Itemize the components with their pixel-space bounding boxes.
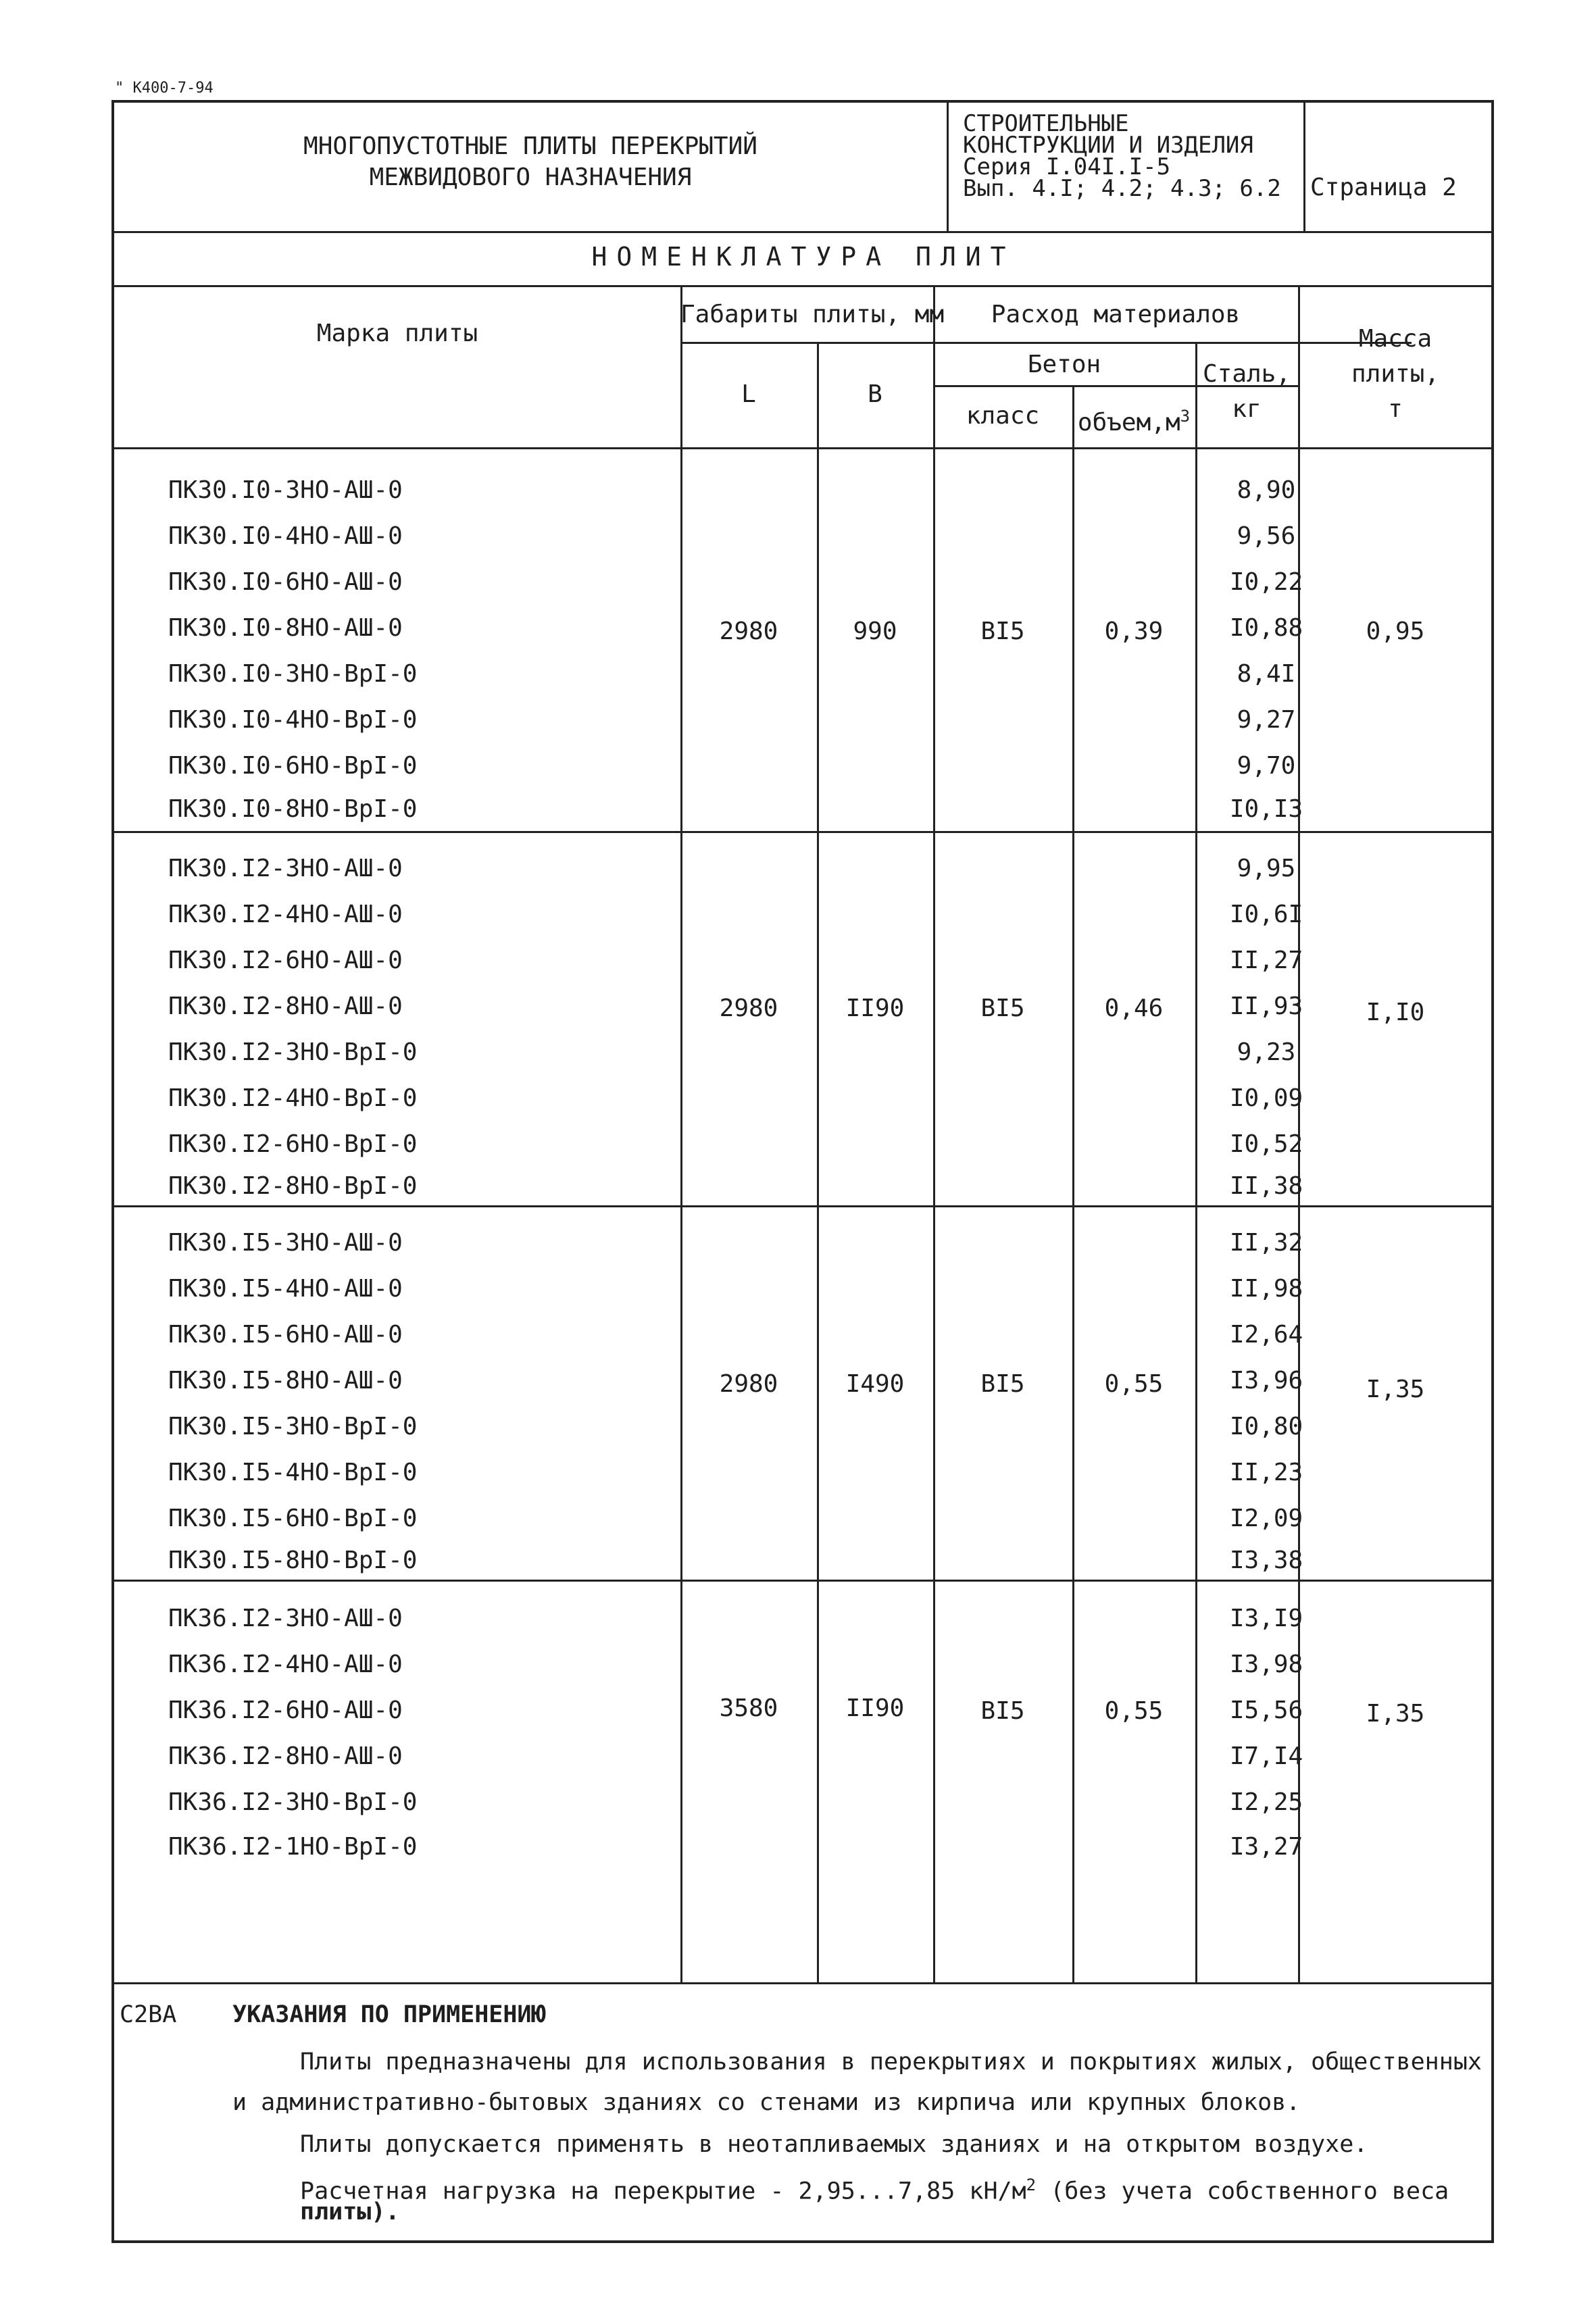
length-value: 2980 (719, 618, 778, 645)
plate-mark: ПК30.I2-4НО-АШ-0 (168, 901, 403, 928)
plate-mark: ПК30.I5-8НО-АШ-0 (168, 1367, 403, 1394)
plate-mark: ПК30.I2-8НО-АШ-0 (168, 992, 403, 1020)
steel-value: 9,70 (1237, 752, 1296, 780)
stamp-line-3: Серия I.04I.I-5 (963, 153, 1171, 180)
document-title-line-1: МНОГОПУСТОТНЫЕ ПЛИТЫ ПЕРЕКРЫТИЙ (303, 132, 757, 160)
plate-mark: ПК30.I0-4НО-АШ-0 (168, 522, 403, 550)
steel-value: I0,09 (1229, 1084, 1303, 1112)
length-value: 2980 (719, 995, 778, 1022)
length-value: 3580 (719, 1694, 778, 1722)
table-header-bottom (114, 447, 1493, 449)
stamp-line-2: КОНСТРУКЦИИ И ИЗДЕЛИЯ (963, 132, 1253, 159)
header-B: B (868, 380, 882, 408)
notes-line-1: Плиты предназначены для использования в перекрытиях и покрытиях жилых, общественных (300, 2048, 1482, 2076)
steel-value: 9,95 (1237, 855, 1296, 882)
header-steel: Сталь, (1202, 360, 1291, 388)
steel-value: I0,22 (1229, 568, 1303, 596)
notes-line-2: и административно-бытовых зданиях со стенами из кирпича или крупных блоков. (232, 2089, 1301, 2116)
steel-value: I5,56 (1229, 1696, 1303, 1724)
concrete-class: BI5 (980, 995, 1025, 1022)
plate-mark: ПК36.I2-1НО-ВрI-0 (168, 1833, 418, 1861)
plate-mark: ПК30.I5-6НО-АШ-0 (168, 1321, 403, 1349)
steel-value: II,23 (1229, 1459, 1303, 1486)
header-mass-unit: т (1388, 395, 1403, 423)
col-line-steel (1195, 342, 1197, 1982)
page-number: Страница 2 (1310, 174, 1457, 201)
document-title-line-2: МЕЖВИДОВОГО НАЗНАЧЕНИЯ (369, 164, 692, 191)
stamp-line-4: Вып. 4.I; 4.2; 4.3; 6.2 (963, 175, 1281, 202)
plate-mark: ПК36.I2-8НО-АШ-0 (168, 1742, 403, 1770)
header-concrete: Бетон (1027, 351, 1101, 378)
steel-value: 9,56 (1237, 522, 1296, 550)
steel-value: 9,27 (1237, 706, 1296, 734)
width-value: II90 (845, 995, 905, 1022)
notes-heading: УКАЗАНИЯ ПО ПРИМЕНЕНИЮ (232, 2001, 546, 2028)
steel-value: I2,25 (1229, 1788, 1303, 1816)
header-divider (114, 231, 1493, 233)
plate-mark: ПК30.I0-6НО-ВрI-0 (168, 752, 418, 780)
notes-line-4: Расчетная нагрузка на перекрытие - 2,95...7,85 $кН/м^2$ (без учета собственного веса (300, 2175, 1449, 2205)
plate-mark: ПК30.I0-8НО-ВрI-0 (168, 795, 418, 823)
notes-code: С2ВА (120, 2001, 177, 2028)
concrete-class: BI5 (980, 1370, 1025, 1398)
header-mass-2: плиты, (1351, 360, 1440, 388)
steel-value: 9,23 (1237, 1038, 1296, 1066)
document-code: " К400-7-94 (115, 80, 214, 97)
steel-value: I2,64 (1229, 1321, 1303, 1349)
plate-mark: ПК30.I0-8НО-АШ-0 (168, 614, 403, 642)
steel-value: II,32 (1229, 1229, 1303, 1257)
steel-value: II,98 (1229, 1275, 1303, 1303)
header-volume-sup: 3 (1180, 407, 1191, 426)
plate-mark: ПК36.I2-4НО-АШ-0 (168, 1651, 403, 1678)
steel-value: I7,I4 (1229, 1742, 1303, 1770)
plate-mark: ПК36.I2-3НО-АШ-0 (168, 1605, 403, 1632)
concrete-volume: 0,46 (1104, 995, 1164, 1022)
concrete-class: BI5 (980, 618, 1025, 645)
steel-value: I3,98 (1229, 1651, 1303, 1678)
page-frame (111, 100, 1494, 2243)
length-value: 2980 (719, 1370, 778, 1398)
plate-mark: ПК30.I2-6НО-АШ-0 (168, 947, 403, 974)
header-mark: Марка плиты (316, 320, 478, 347)
steel-value: I3,27 (1229, 1833, 1303, 1861)
steel-value: I3,96 (1229, 1367, 1303, 1394)
plate-mark: ПК30.I2-3НО-ВрI-0 (168, 1038, 418, 1066)
steel-value: I3,I9 (1229, 1605, 1303, 1632)
steel-value: II,93 (1229, 992, 1303, 1020)
steel-value: I0,52 (1229, 1130, 1303, 1158)
plate-mass: I,35 (1366, 1376, 1425, 1403)
concrete-volume: 0,39 (1104, 618, 1164, 645)
plate-mark: ПК30.I2-3НО-АШ-0 (168, 855, 403, 882)
plate-mark: ПК30.I5-6НО-ВрI-0 (168, 1505, 418, 1532)
header-vline-2 (1303, 103, 1305, 231)
header-volume: $объем,м^3$ (1077, 407, 1191, 436)
header-L: L (741, 380, 756, 408)
header-steel-unit: кг (1232, 395, 1262, 423)
plate-mark: ПК30.I0-3НО-ВрI-0 (168, 660, 418, 688)
steel-value: II,27 (1229, 947, 1303, 974)
plate-mark: ПК30.I5-4НО-ВрI-0 (168, 1459, 418, 1486)
steel-value: I0,6I (1229, 901, 1303, 928)
header-mass: Масса (1358, 325, 1432, 353)
steel-value: 8,4I (1237, 660, 1296, 688)
plate-mass: 0,95 (1366, 618, 1425, 645)
plate-mark: ПК30.I5-4НО-АШ-0 (168, 1275, 403, 1303)
steel-value: 8,90 (1237, 476, 1296, 504)
plate-mark: ПК30.I5-8НО-ВрI-0 (168, 1546, 418, 1574)
concrete-volume: 0,55 (1104, 1370, 1164, 1398)
plate-mark: ПК36.I2-6НО-АШ-0 (168, 1696, 403, 1724)
plate-mass: I,35 (1366, 1700, 1425, 1728)
steel-value: I0,I3 (1229, 795, 1303, 823)
header-vline-1 (947, 103, 949, 231)
col-line-class (933, 285, 935, 1982)
plate-mark: ПК30.I5-3НО-АШ-0 (168, 1229, 403, 1257)
width-value: I490 (845, 1370, 905, 1398)
header-dimensions: Габариты плиты, мм (680, 301, 945, 328)
plate-mark: ПК30.I2-6НО-ВрI-0 (168, 1130, 418, 1158)
plate-mark: ПК30.I2-4НО-ВрI-0 (168, 1084, 418, 1112)
plate-mark: ПК30.I2-8НО-ВрI-0 (168, 1172, 418, 1200)
plate-mark: ПК36.I2-3НО-ВрI-0 (168, 1788, 418, 1816)
steel-value: I0,88 (1229, 614, 1303, 642)
notes-line-3: Плиты допускается применять в неотапливаемых зданиях и на открытом воздухе. (300, 2131, 1368, 2158)
stamp-line-1: СТРОИТЕЛЬНЫЕ (963, 110, 1129, 137)
table-bottom (114, 1982, 1493, 1984)
col-line-L (680, 285, 682, 1982)
notes-load-sup: 2 (1026, 2175, 1037, 2194)
concrete-volume: 0,55 (1104, 1697, 1164, 1725)
steel-value: I0,80 (1229, 1413, 1303, 1440)
col-line-B (817, 342, 819, 1982)
section-title-divider (114, 285, 1493, 287)
header-class: класс (966, 402, 1040, 430)
concrete-class: BI5 (980, 1697, 1025, 1725)
steel-value: I3,38 (1229, 1546, 1303, 1574)
steel-value: II,38 (1229, 1172, 1303, 1200)
plate-mass: I,I0 (1366, 999, 1425, 1026)
width-value: 990 (853, 618, 897, 645)
plate-mark: ПК30.I0-3НО-АШ-0 (168, 476, 403, 504)
plate-mark: ПК30.I0-6НО-АШ-0 (168, 568, 403, 596)
steel-value: I2,09 (1229, 1505, 1303, 1532)
width-value: II90 (845, 1694, 905, 1722)
notes-line-5: плиты). (300, 2198, 400, 2225)
header-materials: Расход материалов (991, 301, 1241, 328)
plate-mark: ПК30.I0-4НО-ВрI-0 (168, 706, 418, 734)
section-title: НОМЕНКЛАТУРА ПЛИТ (591, 242, 1016, 272)
plate-mark: ПК30.I5-3НО-ВрI-0 (168, 1413, 418, 1440)
